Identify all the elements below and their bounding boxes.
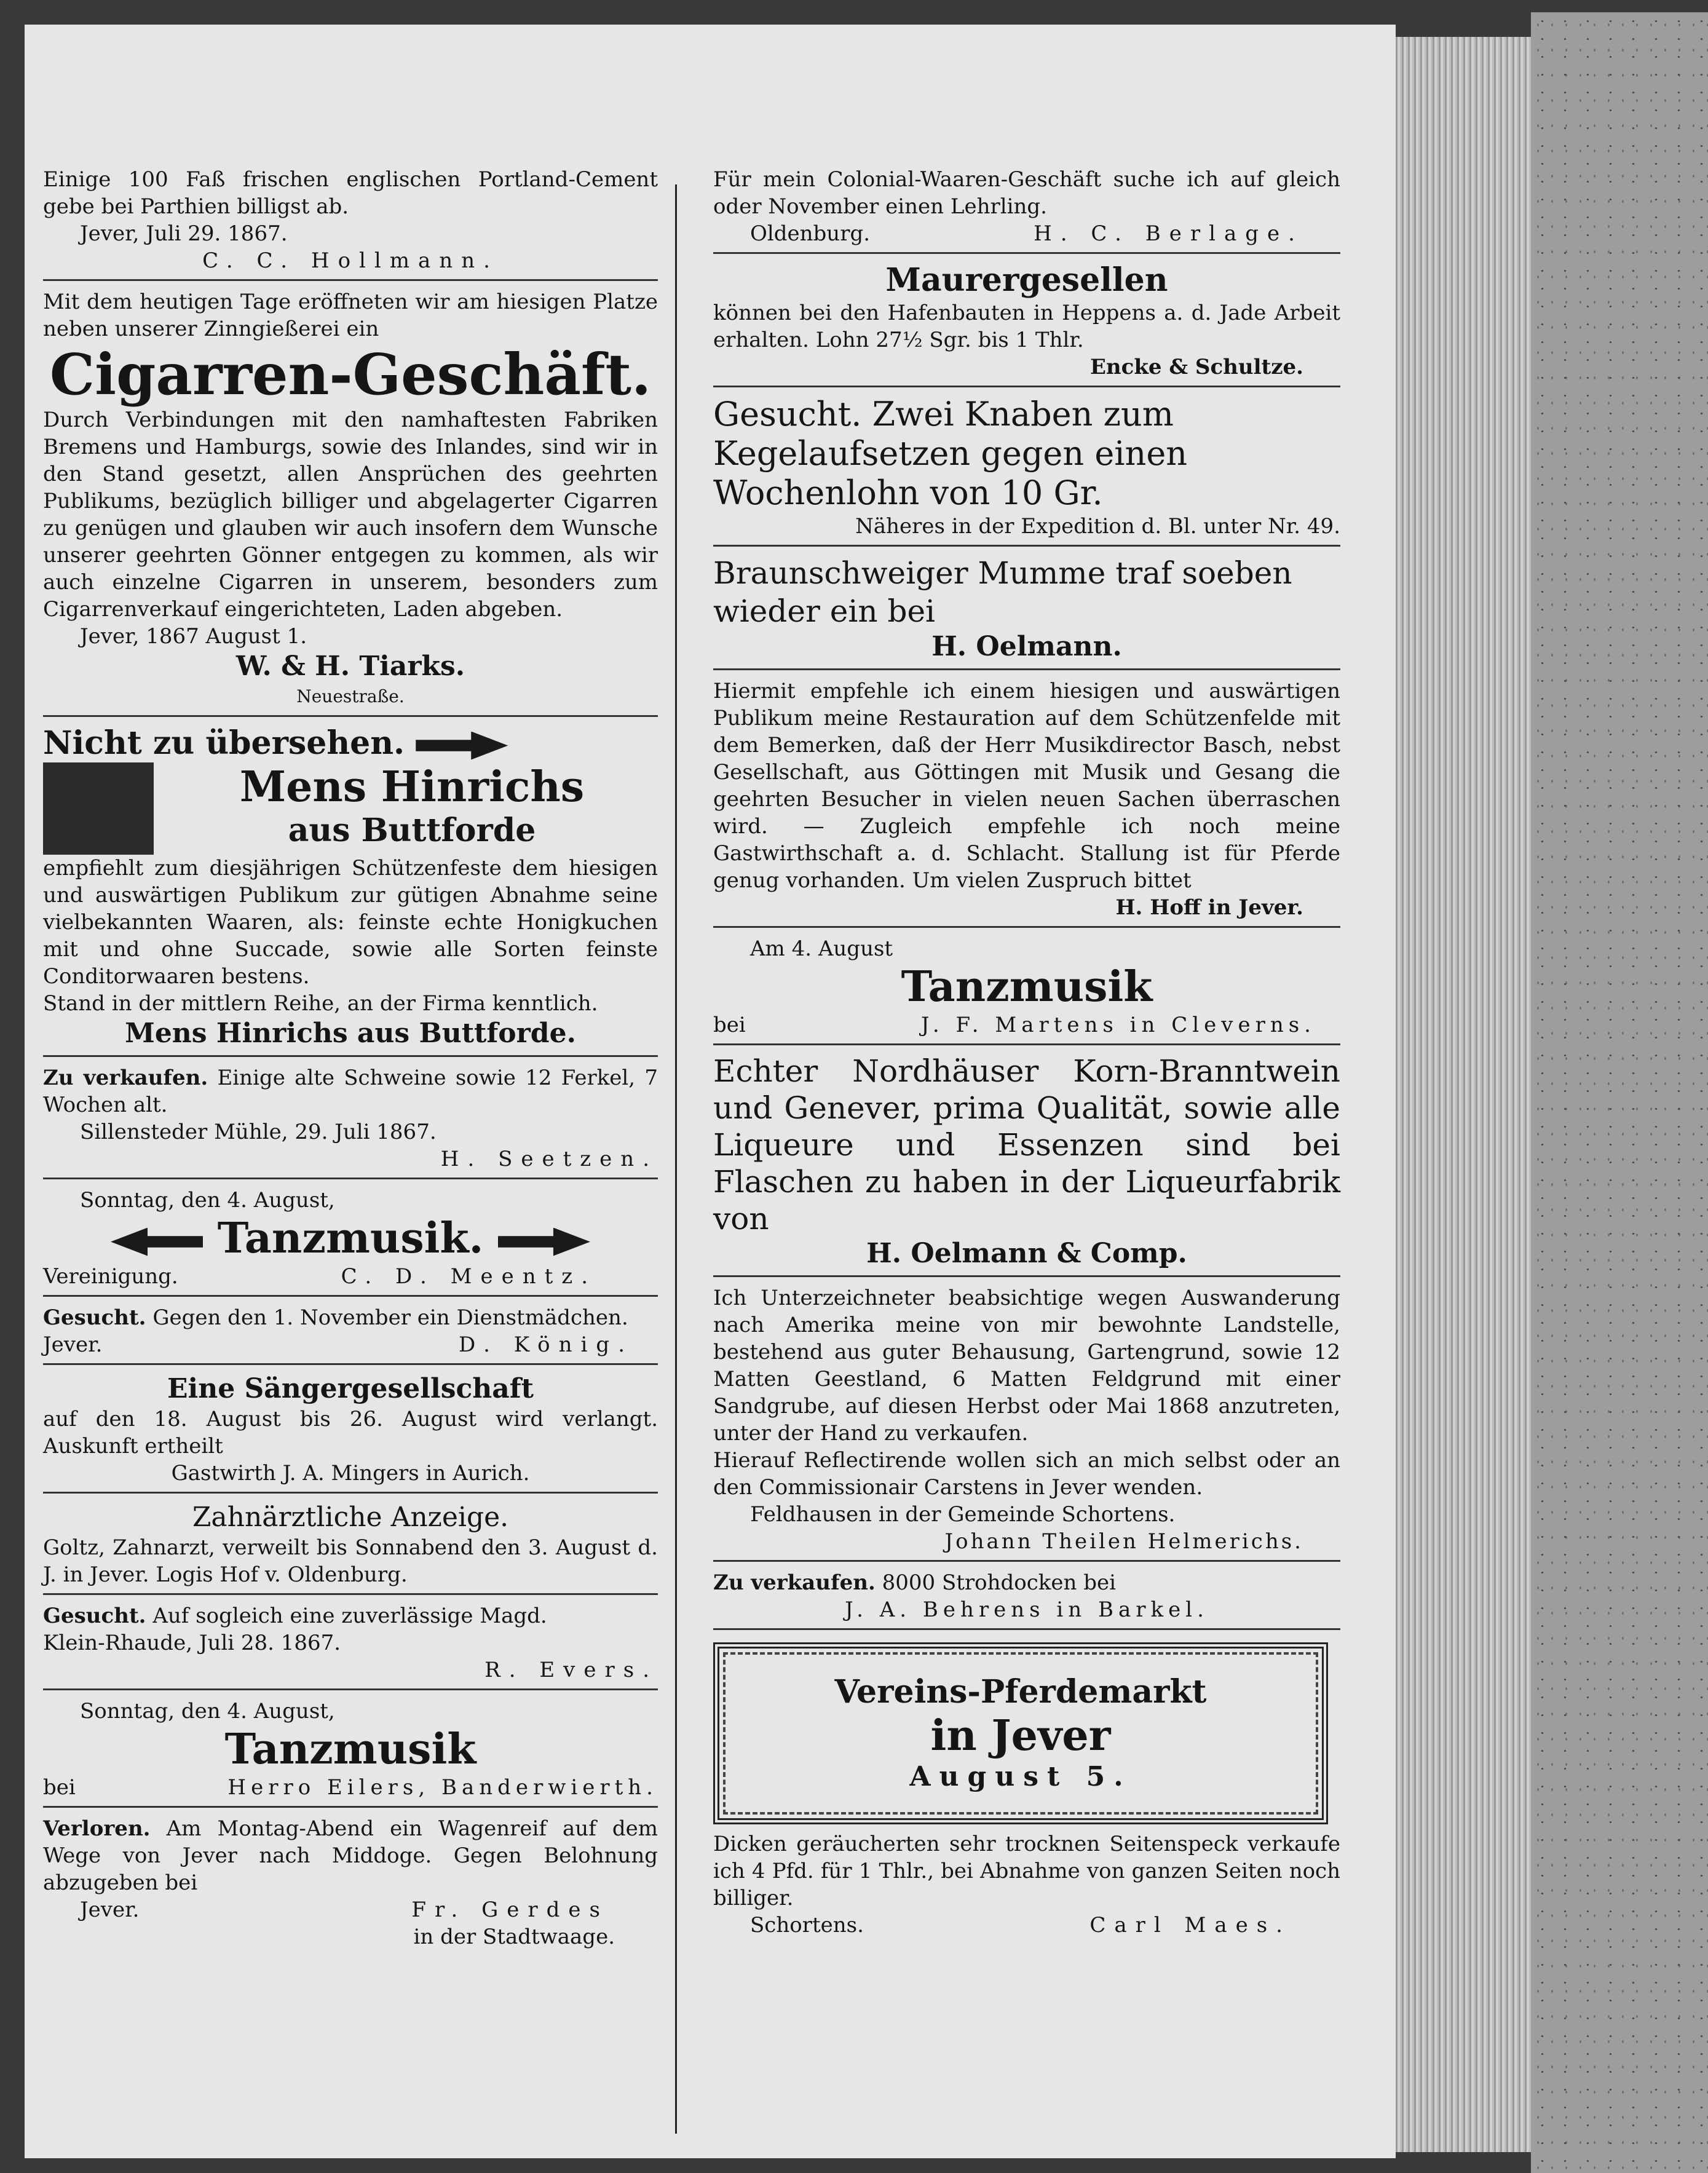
ad-street: Neuestraße. bbox=[296, 686, 405, 707]
pointing-hand-icon bbox=[111, 1228, 203, 1256]
ad-cigarren bbox=[43, 288, 658, 710]
ad-place: Sillensteder Mühle, 29. Juli 1867. bbox=[80, 1120, 437, 1144]
ad-text: Einige 100 Faß frischen englischen Portland-Cement gebe bei Parthien billigst ab. bbox=[43, 167, 658, 219]
ad-stand: Stand in der mittlern Reihe, an der Firma kenntlich. bbox=[43, 991, 598, 1016]
ad-headline: Tanzmusik bbox=[901, 962, 1153, 1011]
ad-signer: Encke & Schultze. bbox=[1090, 355, 1303, 379]
ad-strohdocken bbox=[713, 1569, 1340, 1623]
ad-lead: Zu verkaufen. bbox=[713, 1570, 876, 1595]
ad-mumme bbox=[713, 554, 1340, 663]
ad-lead: Gesucht. bbox=[43, 1305, 146, 1330]
ad-date: Sonntag, den 4. August, bbox=[80, 1188, 335, 1213]
ad-signer: W. & H. Tiarks. bbox=[235, 651, 465, 682]
ad-seitenspeck bbox=[713, 1831, 1340, 1939]
rule bbox=[43, 1055, 658, 1057]
ad-lead: Gesucht. bbox=[43, 1604, 146, 1628]
ad-body: empfiehlt zum diesjährigen Schützenfeste dem hiesigen und auswärtigen Publikum zur gütigen Abnahme seine vielbekannten Waaren, als: feinste echte Honigkuchen mit und ohne Succade, sowie alle Sorten feinste Conditorwaaren bestens. bbox=[43, 856, 658, 989]
ad-signer: Gastwirth J. A. Mingers in Aurich. bbox=[171, 1461, 530, 1486]
ad-place: Oldenburg. bbox=[750, 221, 871, 246]
ad-restauration bbox=[713, 678, 1340, 921]
ad-place: Feldhausen in der Gemeinde Schortens. bbox=[750, 1502, 1176, 1527]
pointing-hand-icon bbox=[416, 732, 508, 760]
ad-text: Gesucht. Zwei Knaben zum Kegelaufsetzen gegen einen Wochenlohn von 10 Gr. bbox=[713, 395, 1188, 512]
rule bbox=[43, 1178, 658, 1179]
left-column bbox=[43, 166, 658, 1950]
ad-note: Näheres in der Expedition d. Bl. unter Nr. 49. bbox=[855, 514, 1340, 539]
ad-line-1: Vereins-Pferdemarkt bbox=[834, 1673, 1207, 1711]
ad-magd bbox=[43, 1602, 658, 1684]
pointing-hand-icon bbox=[498, 1228, 590, 1256]
ad-body: Durch Verbindungen mit den namhaftesten Fabriken Bremens und Hamburgs, sowie des Inlandes, sind wir in den Stand gesetzt, allen Ansprüchen des geehrten Publikums, bezüglich billiger und abgelagerter Cigarren zu genügen und glauben wir auch insofern dem Wunsche unserer geehrten Gönner entgegen zu kommen, als wir auch einzelne Cigarren in unserem, besonders zum Cigarrenverkauf eingerichteten, Laden abgeben. bbox=[43, 408, 658, 622]
ad-date: Sonntag, den 4. August, bbox=[80, 1699, 335, 1724]
rule bbox=[43, 279, 658, 281]
rule bbox=[43, 1593, 658, 1595]
ad-text: Ich Unterzeichneter beabsichtige wegen Auswanderung nach Amerika meine von mir bewohnte Landstelle, bestehend aus guter Behausung, Gartengrund, sowie 12 Matten Geestland, 6 Matten Feldgrund mit einer Sandgrube, auf diesen Herbst oder Mai 1868 anzutreten, unter der Hand zu verkaufen. bbox=[713, 1286, 1340, 1446]
ad-text: Goltz, Zahnarzt, verweilt bis Sonnabend den 3. August d. J. in Jever. Logis Hof v. Oldenburg. bbox=[43, 1535, 658, 1587]
ad-bei: bei bbox=[43, 1775, 76, 1800]
column-divider bbox=[675, 184, 677, 2134]
ad-pferdemarkt-frame bbox=[713, 1642, 1328, 1824]
ad-schweine bbox=[43, 1064, 658, 1173]
rule bbox=[713, 545, 1340, 547]
ad-date: Am 4. August bbox=[750, 936, 893, 961]
ad-signer: C. C. Hollmann. bbox=[202, 248, 499, 273]
ad-header-block bbox=[43, 762, 658, 855]
ad-text-2: Hierauf Reflectirende wollen sich an mich selbst oder an den Commissionair Carstens in Jever wenden. bbox=[713, 1448, 1340, 1500]
ad-text: Braunschweiger Mumme traf soeben wieder ein bei bbox=[713, 555, 1292, 629]
ad-signer: H. Oelmann. bbox=[931, 631, 1122, 662]
stamp-image bbox=[43, 762, 154, 855]
ad-text: Hiermit empfehle ich einem hiesigen und auswärtigen Publikum meine Restauration auf dem Schützenfelde mit dem Bemerken, daß der Herr Musikdirector Basch, nebst Gesellschaft, aus Göttingen mit Musik und Gesang die geehrten Besucher in vielen neuen Sachen überraschen wird. — Zugleich empfehle ich noch meine Gastwirthschaft a. d. Schlacht. Stallung ist für Pferde genug vorhanden. Um vielen Zuspruch bittet bbox=[713, 679, 1340, 893]
rule bbox=[713, 1275, 1340, 1277]
ad-verloren bbox=[43, 1815, 658, 1950]
ad-venue: Vereinigung. bbox=[43, 1264, 178, 1289]
rule bbox=[713, 1560, 1340, 1562]
ad-text: 8000 Strohdocken bei bbox=[882, 1570, 1116, 1595]
ad-place: Schortens. bbox=[750, 1913, 864, 1937]
ad-host: J. F. Martens in Cleverns. bbox=[920, 1013, 1316, 1037]
ad-maurergesellen bbox=[713, 261, 1340, 381]
rule bbox=[713, 252, 1340, 254]
rule bbox=[43, 1363, 658, 1365]
ad-intro: Mit dem heutigen Tage eröffneten wir am hiesigen Platze neben unserer Zinngießerei ein bbox=[43, 290, 658, 341]
rule bbox=[43, 715, 658, 717]
ad-headline: Nicht zu übersehen. bbox=[43, 724, 405, 762]
rule bbox=[713, 1043, 1340, 1045]
ad-signer: H. Hoff in Jever. bbox=[1115, 895, 1303, 920]
ad-signer: H. C. Berlage. bbox=[1034, 221, 1303, 246]
ad-headline: Tanzmusik bbox=[224, 1725, 476, 1774]
ad-host: Herro Eilers, Banderwierth. bbox=[227, 1775, 658, 1800]
rule bbox=[713, 668, 1340, 670]
ad-bei: bei bbox=[713, 1013, 746, 1037]
ad-place: Jever. bbox=[80, 1898, 140, 1922]
ad-headline: Cigarren-Geschäft. bbox=[49, 341, 652, 408]
ad-signer: R. Evers. bbox=[484, 1658, 658, 1682]
ad-signer: Johann Theilen Helmerichs. bbox=[944, 1529, 1303, 1554]
ad-dienstmaedchen bbox=[43, 1304, 658, 1358]
ad-line-2: in Jever bbox=[930, 1711, 1111, 1760]
ad-signer: H. Seetzen. bbox=[440, 1147, 658, 1171]
rule bbox=[43, 1295, 658, 1297]
ad-text: auf den 18. August bis 26. August wird verlangt. Auskunft ertheilt bbox=[43, 1407, 658, 1459]
ad-place: Jever, 1867 August 1. bbox=[80, 624, 307, 649]
ad-line-3: August 5. bbox=[909, 1761, 1132, 1792]
ad-landstelle bbox=[713, 1284, 1340, 1555]
rule bbox=[713, 1628, 1340, 1630]
ad-lead: Zu verkaufen. bbox=[43, 1066, 208, 1090]
ad-tanzmusik-martens bbox=[713, 935, 1340, 1039]
ad-signer: Fr. Gerdes bbox=[411, 1898, 609, 1922]
rule bbox=[713, 926, 1340, 928]
ad-headline: Zahnärztliche Anzeige. bbox=[192, 1502, 509, 1533]
ad-text: Dicken geräucherten sehr trocknen Seitenspeck verkaufe ich 4 Pfd. für 1 Thlr., bei Abnahme von ganzen Seiten noch billiger. bbox=[713, 1832, 1340, 1910]
ad-portland-cement bbox=[43, 166, 658, 274]
book-cover bbox=[1531, 12, 1708, 2173]
ad-mens-hinrichs bbox=[43, 724, 658, 1050]
ad-signer: H. Oelmann & Comp. bbox=[866, 1238, 1187, 1269]
ad-branntwein bbox=[713, 1053, 1340, 1270]
ad-signer: Carl Maes. bbox=[1089, 1913, 1291, 1937]
rule bbox=[713, 386, 1340, 387]
rule bbox=[43, 1492, 658, 1494]
ad-text: Einige alte Schweine sowie 12 Ferkel, 7 Wochen alt. bbox=[43, 1066, 658, 1117]
ad-signer: J. A. Behrens in Barkel. bbox=[845, 1597, 1209, 1622]
ad-text: Am Montag-Abend ein Wagenreif auf dem Wege von Jever nach Middoge. Gegen Belohnung abzugeben bei bbox=[43, 1816, 658, 1895]
ad-signer: Mens Hinrichs aus Buttforde. bbox=[125, 1018, 576, 1049]
ad-tanzmusik-vereinigung bbox=[43, 1187, 658, 1290]
rule bbox=[43, 1688, 658, 1690]
ad-place: Klein-Rhaude, Juli 28. 1867. bbox=[43, 1631, 341, 1655]
ad-text: Für mein Colonial-Waaren-Geschäft suche ich auf gleich oder November einen Lehrling. bbox=[713, 167, 1340, 219]
ad-signer-2: in der Stadtwaage. bbox=[413, 1925, 615, 1949]
ad-lehrling bbox=[713, 166, 1340, 247]
ad-text: Echter Nordhäuser Korn-Branntwein und Genever, prima Qualität, sowie alle Liqueure und Essenzen sind bei Flaschen zu haben in der Liqueurfabrik von bbox=[713, 1053, 1340, 1237]
ad-name: Mens Hinrichs bbox=[239, 762, 585, 812]
ad-signer: D. König. bbox=[459, 1332, 633, 1357]
ad-saengergesellschaft bbox=[43, 1372, 658, 1487]
ad-place: Jever, Juli 29. 1867. bbox=[80, 221, 288, 246]
ad-text: können bei den Hafenbauten in Heppens a. d. Jade Arbeit erhalten. Lohn 27½ Sgr. bis 1 Thlr. bbox=[713, 301, 1340, 352]
ad-kegelaufsetzen bbox=[713, 395, 1340, 540]
right-column bbox=[713, 166, 1340, 1939]
ad-place: Jever. bbox=[43, 1332, 103, 1357]
ad-text: Auf sogleich eine zuverlässige Magd. bbox=[152, 1604, 547, 1628]
ad-headline: Eine Sängergesellschaft bbox=[167, 1373, 534, 1404]
page-edges bbox=[1396, 37, 1531, 2152]
ad-zahnarzt bbox=[43, 1501, 658, 1588]
newspaper-page bbox=[25, 25, 1396, 2158]
ad-text: Gegen den 1. November ein Dienstmädchen. bbox=[152, 1305, 628, 1330]
rule bbox=[43, 1806, 658, 1808]
ad-tanzmusik-eilers bbox=[43, 1698, 658, 1801]
ad-lead: Verloren. bbox=[43, 1816, 151, 1841]
ad-signer: C. D. Meentz. bbox=[341, 1264, 596, 1289]
ad-headline: Tanzmusik. bbox=[217, 1214, 484, 1263]
ad-headline: Maurergesellen bbox=[885, 261, 1168, 299]
ad-origin: aus Buttforde bbox=[288, 812, 536, 849]
